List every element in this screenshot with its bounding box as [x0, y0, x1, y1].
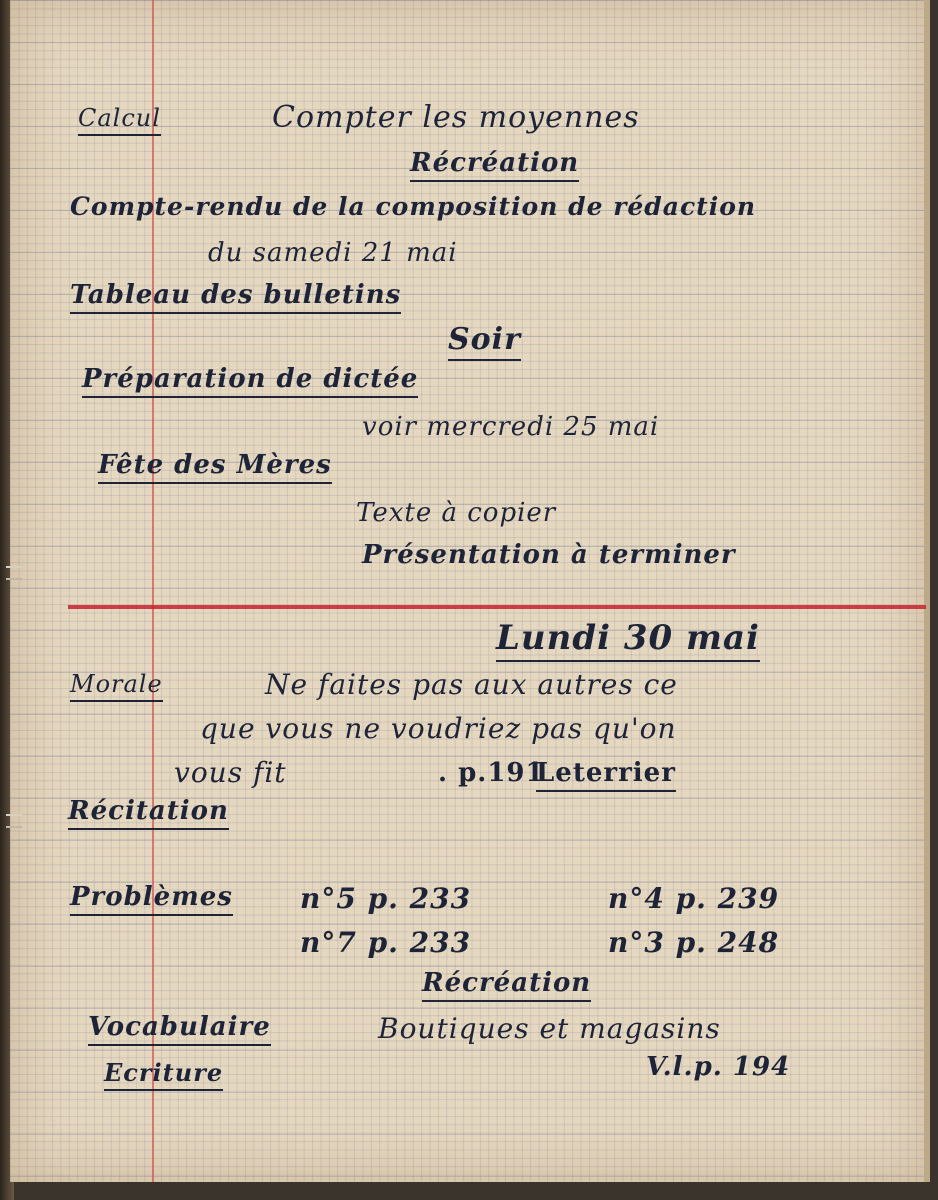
notebook-page: [10, 0, 930, 1182]
fete-des-meres: Fête des Mères: [98, 450, 332, 484]
compte-rendu: Compte-rendu de la composition de rédaction: [70, 192, 757, 221]
red-divider: [68, 605, 926, 609]
probleme-3: n°7 p. 233: [300, 926, 472, 959]
heading-recreation-1: Récréation: [410, 148, 579, 182]
morale-line-1: Ne faites pas aux autres ce: [265, 668, 678, 701]
heading-recreation-2: Récréation: [422, 968, 591, 1002]
probleme-1: n°5 p. 233: [300, 882, 472, 915]
margin-line: [152, 0, 154, 1182]
morale-line-3: vous fit: [174, 756, 287, 789]
probleme-2: n°4 p. 239: [608, 882, 780, 915]
page-edge: [924, 0, 930, 1182]
date-line: du samedi 21 mai: [208, 238, 458, 268]
probleme-4: n°3 p. 248: [608, 926, 780, 959]
tableau-bulletins: Tableau des bulletins: [70, 280, 401, 314]
heading-soir: Soir: [448, 322, 521, 361]
voir-date: voir mercredi 25 mai: [362, 412, 660, 442]
subject-problemes: Problèmes: [70, 882, 233, 916]
page-reference: . p.191: [438, 758, 545, 788]
subject-recitation: Récitation: [68, 796, 229, 830]
preparation-dictee: Préparation de dictée: [82, 364, 418, 398]
subject-ecriture: Ecriture: [104, 1058, 223, 1091]
morale-line-2: que vous ne voudriez pas qu'on: [200, 712, 677, 745]
subject-calcul: Calcul: [78, 104, 161, 136]
calcul-text: Compter les moyennes: [272, 100, 640, 135]
texte-copier: Texte à copier: [356, 498, 557, 528]
vocabulaire-text: Boutiques et magasins: [378, 1012, 721, 1045]
binding-stitch: [6, 566, 22, 580]
subject-morale: Morale: [70, 670, 163, 702]
presentation-terminer: Présentation à terminer: [362, 540, 736, 570]
author-leterrier: Leterrier: [536, 758, 676, 792]
date-heading-lundi: Lundi 30 mai: [496, 618, 760, 662]
vlp-reference: V.l.p. 194: [646, 1052, 791, 1082]
binding-stitch: [6, 814, 22, 828]
subject-vocabulaire: Vocabulaire: [88, 1012, 271, 1046]
